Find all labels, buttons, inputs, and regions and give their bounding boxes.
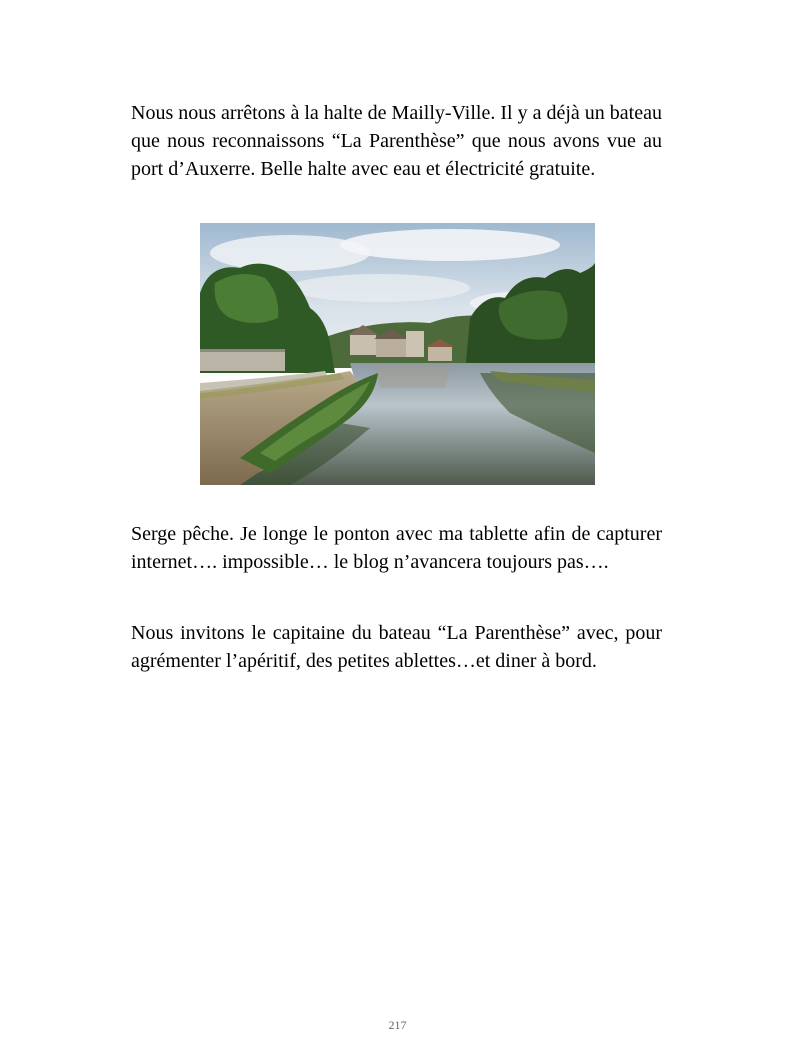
stone-wall-top: [200, 349, 285, 352]
house: [350, 335, 376, 355]
house-reflection: [375, 365, 450, 388]
house: [406, 331, 424, 357]
page-number: 217: [388, 1018, 407, 1032]
canal-landscape-photo: [200, 223, 595, 485]
paragraph-invitation-capitaine: Nous invitons le capitaine du bateau “La Parenthèse” avec, pour agrémenter l’apéritif, des petites ablettes…et diner à bord.: [131, 622, 662, 672]
paragraph-serge-peche: Serge pêche. Je longe le ponton avec ma tablette afin de capturer internet…. impossible… le blog n’avancera toujours pas….: [131, 523, 662, 573]
stone-wall: [200, 349, 285, 371]
paragraph-halte-mailly-ville: Nous nous arrêtons à la halte de Mailly-Ville. Il y a déjà un bateau que nous reconnaissons “La Parenthèse” que nous avons vue au port d’Auxerre. Belle halte avec eau et électricité gratuite.: [131, 102, 662, 180]
cloud: [290, 274, 470, 302]
cloud: [340, 229, 560, 261]
house: [428, 347, 452, 361]
house: [376, 339, 406, 357]
